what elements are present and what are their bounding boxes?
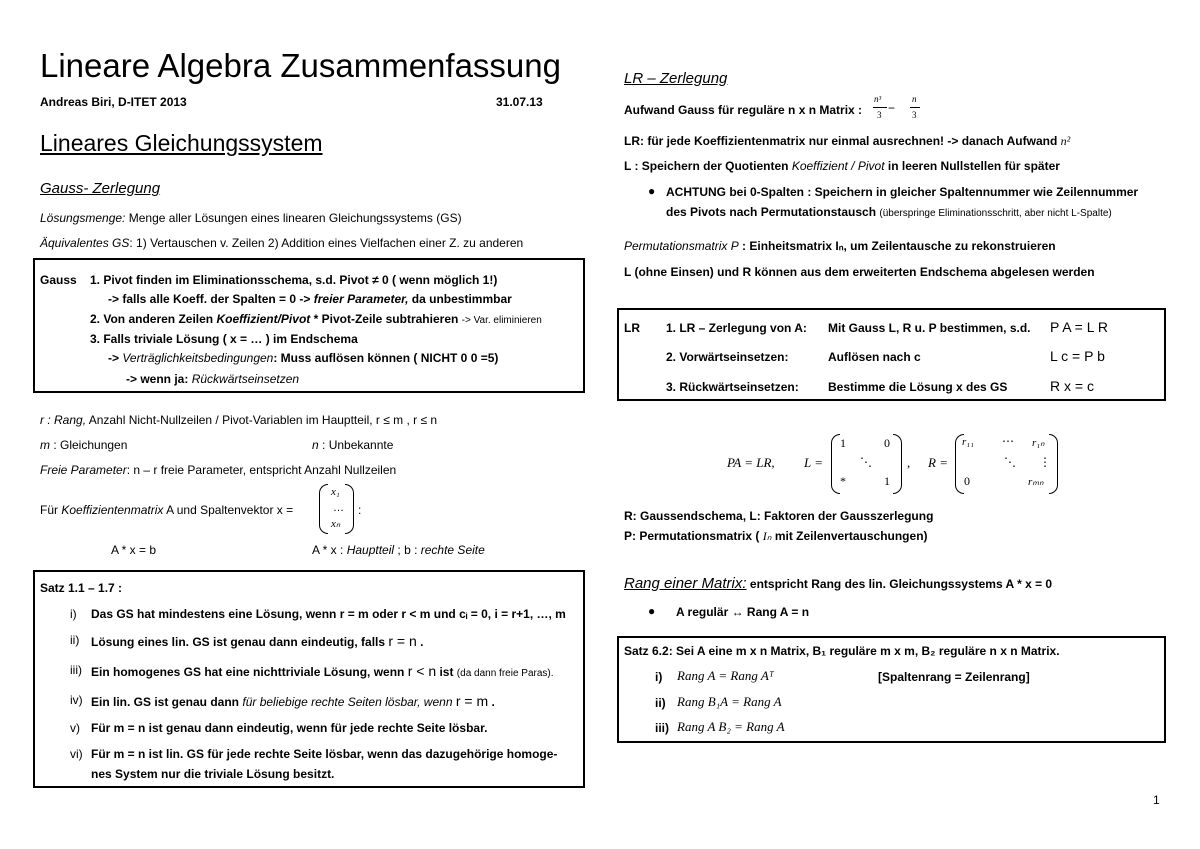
aufwand-minus: − (888, 101, 896, 115)
satz-iv-big: r = m (455, 693, 489, 709)
perm-line (624, 239, 1056, 253)
fuer-a: Für (40, 503, 62, 517)
vector-dots: … (333, 502, 344, 514)
lr-once-b: n² (1060, 134, 1071, 148)
aufwand-f2-num: n (912, 94, 917, 104)
rang-matrix-heading: Rang einer Matrix: (624, 575, 747, 592)
satz-iv-tail: . (488, 695, 495, 709)
achtung-line-1: ACHTUNG bei 0-Spalten : Speichern in gleicher Spaltennummer wie Zeilennummer (666, 185, 1139, 199)
document-title: Lineare Algebra Zusammenfassung (40, 47, 561, 84)
gauss-step-1-note (108, 292, 512, 306)
fuer-c: A und Spaltenvektor x = (163, 503, 294, 517)
satz-iii-big: r < n (407, 663, 437, 679)
satz-ii-text (91, 633, 423, 649)
gauss-step-1: 1. Pivot finden im Eliminationsschema, s.d. Pivot ≠ 0 ( wenn möglich 1!) (90, 273, 498, 287)
m-text: : Gleichungen (50, 438, 128, 452)
p-desc-a: P: Permutationsmatrix ( (624, 529, 763, 543)
lr-step-2-desc: Auflösen nach c (828, 350, 921, 364)
l-speichern-line (624, 159, 1060, 173)
aufwand-line: Aufwand Gauss für reguläre n x n Matrix : (624, 103, 863, 117)
satz-iii-num: iii) (70, 663, 82, 677)
hauptteil-b: Hauptteil (346, 543, 395, 557)
fuer-b: Koeffizientenmatrix (61, 503, 164, 517)
satz-title: Satz 1.1 – 1.7 : (40, 581, 123, 595)
achtung-2b: (überspringe Eliminationsschritt, aber nicht L-Spalte) (879, 208, 1112, 219)
gauss-step-2-b: Koeffizient/Pivot (216, 312, 311, 326)
satz-ii-a: Lösung eines lin. GS ist genau dann eindeutig, falls (91, 635, 389, 649)
hauptteil-c: ; b : (394, 543, 421, 557)
hauptteil-a: A * x : (312, 543, 347, 557)
formula-pa-lr: PA = LR, (727, 455, 775, 470)
freie-text: : n – r freie Parameter, entspricht Anzahl Nullzeilen (126, 463, 397, 477)
axb-equation: A * x = b (111, 543, 157, 557)
perm-text: : Einheitsmatrix Iₙ, um Zeilentausche zu rekonstruieren (738, 239, 1056, 253)
rang-bullet-dot: ● (648, 604, 656, 618)
satz-iii-small: (da dann freie Paras). (456, 668, 554, 679)
aufwand-f1-den: 3 (877, 110, 882, 120)
satz-iii-tail: ist (436, 665, 457, 679)
matrix-r-cdots: ⋯ (1002, 434, 1014, 448)
matrix-l-left-paren (831, 434, 840, 494)
n-text: : Unbekannte (318, 438, 394, 452)
satz62-i-note: [Spaltenrang = Zeilenrang] (878, 670, 1030, 684)
aufwand-f2-bar (910, 107, 920, 108)
hauptteil-d: rechte Seite (420, 543, 485, 557)
lr-box-label: LR (624, 321, 640, 335)
lr-step-3-desc: Bestimme die Lösung x des GS (828, 380, 1008, 394)
lr-step-1: 1. LR – Zerlegung von A: (666, 321, 807, 335)
matrix-r-vdots: ⋮ (1039, 455, 1051, 469)
matrix-r-1n: r₁ₙ (1032, 437, 1045, 449)
l-speichern-a: L : Speichern der Quotienten (624, 159, 792, 173)
rang-matrix-line (624, 575, 1052, 593)
satz-v-num: v) (70, 721, 80, 735)
aequivalent-line (40, 236, 523, 250)
vector-x1: x₁ (331, 486, 340, 498)
gauss-step-3-note (108, 351, 498, 365)
rang-bullet-text: A regulär ↔ Rang A = n (676, 605, 810, 619)
gauss-result-b: Rückwärtseinsetzen (191, 372, 300, 386)
l-speichern-c: in leeren Nullstellen für später (884, 159, 1060, 173)
satz62-iii-num: iii) (655, 721, 669, 735)
m-definition (40, 438, 127, 452)
matrix-l-nn: 1 (884, 474, 890, 488)
satz-iv-text (91, 693, 495, 709)
lr-step-2: 2. Vorwärtseinsetzen: (666, 350, 789, 364)
gauss-note-b: freier Parameter, (313, 292, 409, 306)
perm-label: Permutationsmatrix P (624, 239, 739, 253)
lr-once-line (624, 134, 1070, 149)
gauss-step-3-result (126, 372, 299, 386)
matrix-l-11: 1 (840, 436, 846, 450)
satz-i-text: Das GS hat mindestens eine Lösung, wenn r = m oder r < m und cᵢ = 0, i = r+1, …, m (91, 607, 566, 621)
page-number: 1 (1153, 793, 1160, 807)
n-symbol: n (312, 438, 319, 452)
koeffizientenmatrix-line (40, 503, 293, 517)
aufwand-f1-bar (873, 107, 887, 108)
gauss-step-3-b: Verträglichkeitsbedingungen (122, 351, 274, 365)
perm-line-2: L (ohne Einsen) und R können aus dem erweiterten Endschema abgelesen werden (624, 265, 1095, 279)
rang-label: : Rang, (44, 413, 87, 427)
formula-r-eq: R = (928, 455, 948, 470)
satz62-ii-eq: Rang B₁A = Rang A (677, 694, 782, 709)
rang-matrix-text: entspricht Rang des lin. Gleichungssystems A * x = 0 (746, 577, 1053, 591)
gauss-step-2-a: 2. Von anderen Zeilen (90, 312, 217, 326)
matrix-r-ddots: ⋱ (1004, 455, 1016, 469)
vector-colon: : (358, 503, 362, 517)
loesungsmenge-text: Menge aller Lösungen eines linearen Gleichungssystems (GS) (125, 211, 462, 225)
aufwand-f2-den: 3 (912, 110, 917, 120)
gauss-step-2 (90, 312, 542, 326)
lr-step-2-eq: L c = P b (1050, 348, 1105, 364)
matrix-l-ddots: ⋱ (860, 455, 872, 469)
aequivalent-label: Äquivalentes GS (40, 236, 130, 250)
satz-iv-a: Ein lin. GS ist genau dann (91, 695, 243, 709)
gauss-result-a: -> wenn ja: (126, 372, 192, 386)
satz-ii-big: r = n (388, 633, 417, 649)
freie-parameter (40, 463, 396, 477)
p-desc-c: mit Zeilenvertauschungen) (771, 529, 928, 543)
p-description (624, 529, 928, 544)
achtung-bullet: ● (648, 184, 656, 198)
satz-ii-tail: . (416, 635, 424, 649)
matrix-l-right-paren (893, 434, 902, 494)
rang-symbol: r (40, 413, 44, 427)
loesungsmenge-line (40, 211, 462, 225)
matrix-r-zero: 0 (964, 474, 970, 488)
satz-i-num: i) (70, 607, 77, 621)
matrix-r-11: r₁₁ (962, 436, 974, 448)
lr-step-1-eq: P A = L R (1050, 319, 1108, 335)
gauss-note-c: da unbestimmbar (408, 292, 512, 306)
formula-l-eq: L = (804, 455, 824, 470)
loesungsmenge-label: Lösungsmenge: (40, 211, 126, 225)
r-l-description: R: Gaussendschema, L: Faktoren der Gausszerlegung (624, 509, 934, 523)
gauss-step-3-a: -> (108, 351, 123, 365)
satz-vi-num: vi) (70, 747, 83, 761)
satz-v-text: Für m = n ist genau dann eindeutig, wenn für jede rechte Seite lösbar. (91, 721, 488, 735)
satz62-i-num: i) (655, 670, 663, 684)
freie-label: Freie Parameter (40, 463, 127, 477)
vector-xn: xₙ (331, 518, 341, 530)
lr-step-1-desc: Mit Gauss L, R u. P bestimmen, s.d. (828, 321, 1031, 335)
satz-vi-text-2: nes System nur die triviale Lösung besitzt. (91, 767, 335, 781)
lr-step-3: 3. Rückwärtseinsetzen: (666, 380, 799, 394)
satz-iii-a: Ein homogenes GS hat eine nichttriviale Lösung, wenn (91, 665, 408, 679)
p-desc-b: Iₙ (762, 529, 772, 543)
hauptteil-line (312, 543, 485, 557)
matrix-r-mn: rₘₙ (1028, 476, 1044, 488)
author: Andreas Biri, D-ITET 2013 (40, 95, 187, 109)
date: 31.07.13 (496, 95, 543, 109)
lr-once-a: LR: für jede Koeffizientenmatrix nur einmal ausrechnen! -> danach Aufwand (624, 134, 1061, 148)
gauss-note-a: -> falls alle Koeff. der Spalten = 0 -> (108, 292, 314, 306)
rang-text: Anzahl Nicht-Nullzeilen / Pivot-Variablen im Hauptteil, r ≤ m , r ≤ n (86, 413, 438, 427)
aufwand-f1-num: n³ (874, 94, 882, 104)
lr-step-3-eq: R x = c (1050, 378, 1094, 394)
lr-heading: LR – Zerlegung (624, 70, 728, 87)
n-definition (312, 438, 393, 452)
satz62-i-eq: Rang A = Rang Aᵀ (677, 668, 774, 683)
gauss-step-2-d: -> Var. eliminieren (461, 315, 542, 326)
satz62-ii-num: ii) (655, 696, 666, 710)
gauss-step-2-c: * Pivot-Zeile subtrahieren (310, 312, 462, 326)
matrix-l-1n: 0 (884, 436, 890, 450)
gauss-step-3: 3. Falls triviale Lösung ( x = … ) im Endschema (90, 332, 358, 346)
l-speichern-b: Koeffizient / Pivot (791, 159, 885, 173)
m-symbol: m (40, 438, 50, 452)
satz-ii-num: ii) (70, 633, 80, 647)
satz-vi-text: Für m = n ist lin. GS für jede rechte Seite lösbar, wenn das dazugehörige homoge- (91, 747, 558, 761)
vector-left-paren (319, 484, 328, 534)
gauss-box-label: Gauss (40, 273, 77, 287)
satz-iv-ital: für beliebige rechte Seiten lösbar, wenn (242, 695, 456, 709)
vector-right-paren (345, 484, 354, 534)
matrix-l-star: * (840, 474, 846, 488)
satz62-title: Satz 6.2: Sei A eine m x n Matrix, B₁ reguläre m x m, B₂ reguläre n x n Matrix. (624, 644, 1060, 658)
section-title: Lineares Gleichungssystem (40, 130, 323, 156)
aequivalent-text: : 1) Vertauschen v. Zeilen 2) Addition eines Vielfachen einer Z. zu anderen (129, 236, 524, 250)
satz62-iii-eq: Rang A B₂ = Rang A (677, 719, 785, 734)
matrix-r-right-paren (1049, 434, 1058, 494)
gauss-step-3-c: : Muss auflösen können ( NICHT 0 0 =5) (273, 351, 499, 365)
formula-comma: , (907, 455, 911, 470)
satz-iii-text (91, 663, 554, 679)
satz-iv-num: iv) (70, 693, 83, 707)
rang-definition (40, 413, 437, 427)
gauss-heading: Gauss- Zerlegung (40, 180, 161, 197)
achtung-line-2 (666, 205, 1112, 219)
achtung-2a: des Pivots nach Permutationstausch (666, 205, 880, 219)
